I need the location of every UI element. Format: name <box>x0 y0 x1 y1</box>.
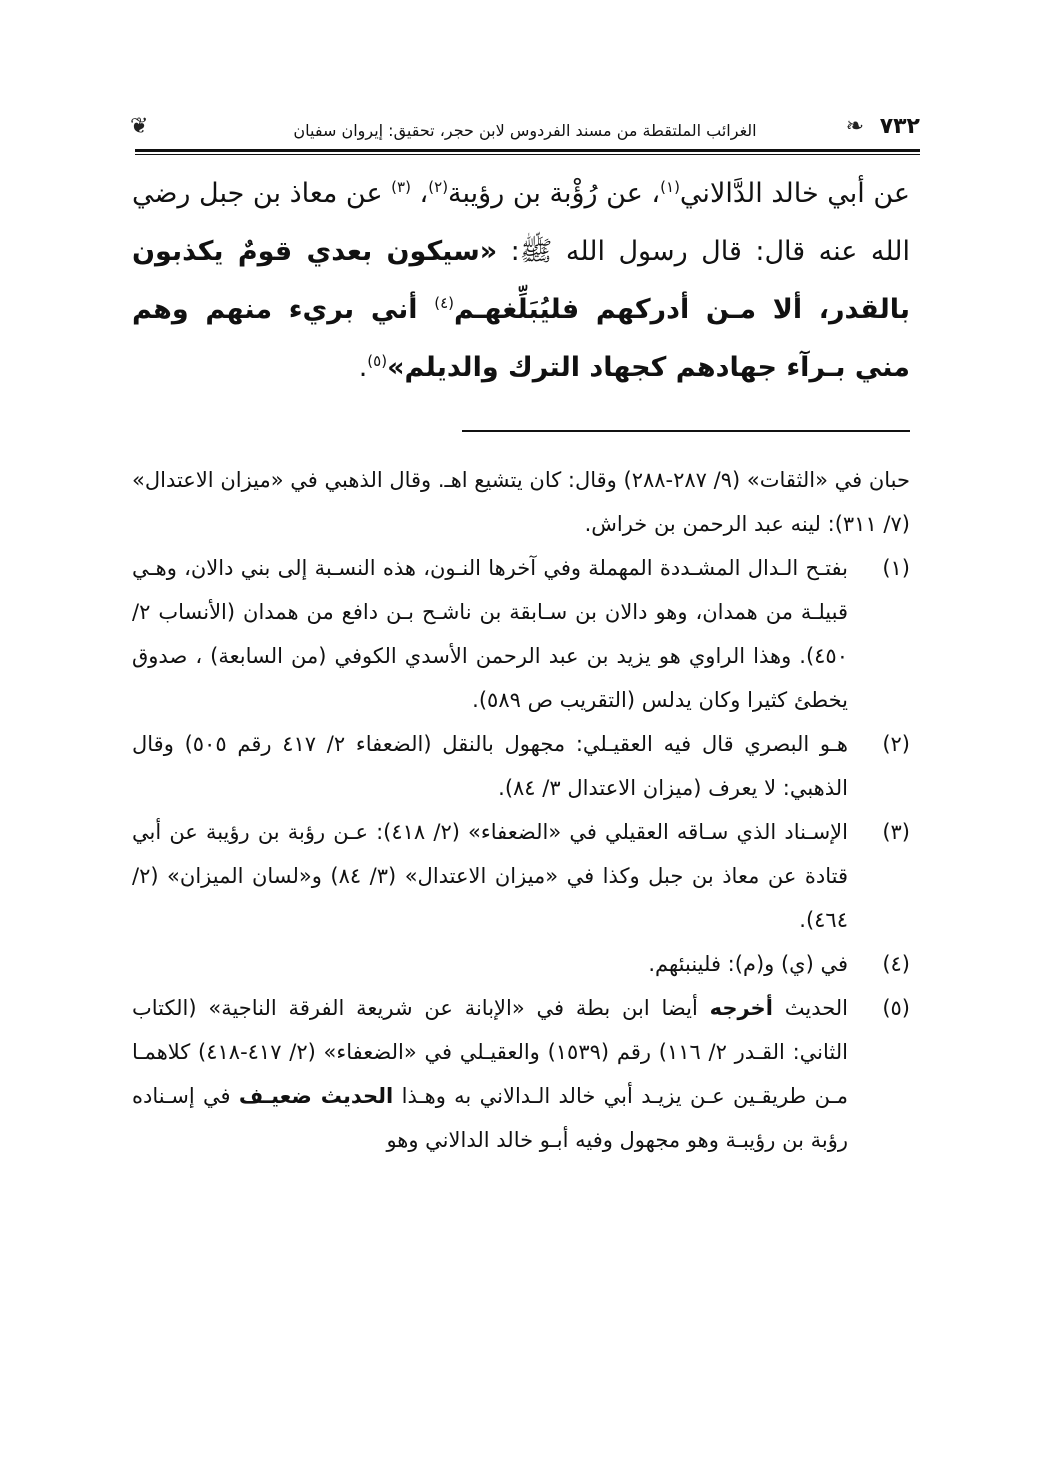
ornament-right-icon: ❧ <box>845 114 864 139</box>
footnote-text: هـو البصري قال فيه العقيـلي: مجهول بالنقل (الضعفاء ٢/ ٤١٧ رقم ٥٠٥) وقال الذهبي: لا يعرف (ميزان الاعتدال ٣/ ٨٤). <box>132 732 848 800</box>
page-number: ٧٣٢ <box>879 114 920 139</box>
footnote-separator <box>462 430 910 432</box>
main-text-part: عن معاذ بن جبل رضي الله عنه قال: قال رسول الله ﷺ: <box>132 178 910 267</box>
footnote-text: بفتـح الـدال المشـددة المهملة وفي آخرها النـون، هذه النسـبة إلى بني دالان، وهـي قبيلـة من همدان، وهو دالان بن سـابقة بن ناشـح بـن دافع من همدان (الأنساب ٢/ ٤٥٠). وهذا الراوي هو يزيد بن عبد الرحمن الأسدي الكوفي (من السابعة) ، صدوق يخطئ كثيرا وكان يدلس (التقريب ص ٥٨٩). <box>132 556 848 712</box>
footnote-number: (٢) <box>882 732 910 756</box>
main-text-part: ، عن رُؤْبة بن رؤيبة <box>448 178 661 209</box>
footnote-number: (١) <box>882 556 910 580</box>
hadith-text: «سيكون بعدي قومٌ يكذبون بالقدر، ألا مـن أدركهم فليُبَلِّغهـم <box>132 236 910 325</box>
footnote-text-part: أيضا ابن بطة في «الإبانة عن شريعة الفرقة الناجية» (الكتاب الثاني: القـدر ٢/ ١١٦) رقم (١٥٣٩) والعقيـلي في «الضعفاء» (٢/ ٤١٧-٤١٨) كلاهمـا مـن طريقـين عـن يزيـد أبي خالد الـدالاني به وهـذا <box>132 996 848 1108</box>
header-rule-thick <box>135 149 920 152</box>
footnote-4 <box>132 942 910 986</box>
main-text-part: عن أبي خالد الدَّالاني <box>679 178 911 209</box>
footnote-number: (٣) <box>882 820 910 844</box>
footnote-ref[interactable]: (٢) <box>428 178 449 196</box>
main-text <box>132 165 910 397</box>
footnote-text <box>132 986 848 1162</box>
main-text-part: . <box>358 352 368 383</box>
footnote-1 <box>132 546 910 722</box>
footnote-text: الإسـناد الذي سـاقه العقيلي في «الضعفاء» (٢/ ٤١٨): عـن رؤبة بن رؤيبة عن أبي قتادة عن معاذ بن جبل وكذا في «ميزان الاعتدال» (٣/ ٨٤) و«لسان الميزان» (٢/ ٤٦٤). <box>132 820 848 932</box>
running-header <box>130 112 920 148</box>
footnote-ref[interactable]: (٥) <box>367 352 388 370</box>
footnote-continuation: حبان في «الثقات» (٩/ ٢٨٧-٢٨٨) وقال: كان يتشيع اهـ. وقال الذهبي في «ميزان الاعتدال» (٧/ ٣١١): لينه عبد الرحمن بن خراش. <box>132 468 910 536</box>
header-title: الغرائب الملتقطة من مسند الفردوس لابن حجر، تحقيق: إيروان سفيان <box>293 120 757 140</box>
footnote-bold: أخرجه <box>709 996 773 1020</box>
footnote-ref[interactable]: (٣) <box>391 178 411 196</box>
footnote-number: (٥) <box>882 996 910 1020</box>
footnote-3 <box>132 810 910 942</box>
footnote-text: في (ي) و(م): فلينبئهم. <box>648 952 848 976</box>
ornament-left-icon: ❦ <box>130 114 149 139</box>
main-text-part: ، <box>410 178 429 209</box>
footnote-2 <box>132 722 910 810</box>
footnote-ref[interactable]: (٤) <box>434 294 454 312</box>
footnote-bold: الحديث ضعيـف <box>238 1084 394 1108</box>
header-rule-thin <box>135 154 920 155</box>
footnote-ref[interactable]: (١) <box>660 178 680 196</box>
footnote-text-part: الحديث <box>772 996 849 1020</box>
footnote-number: (٤) <box>882 952 910 976</box>
footnote-text-part: في إسـناده رؤبة بن رؤيبـة وهو مجهول وفيه أبـو خالد الدالاني وهو <box>132 1084 848 1152</box>
hadith-text: أني بريء منهم وهم مني بـرآء جهادهم كجهاد الترك والديلم» <box>132 294 910 383</box>
footnote-5 <box>132 986 910 1162</box>
footnotes <box>132 458 910 1162</box>
